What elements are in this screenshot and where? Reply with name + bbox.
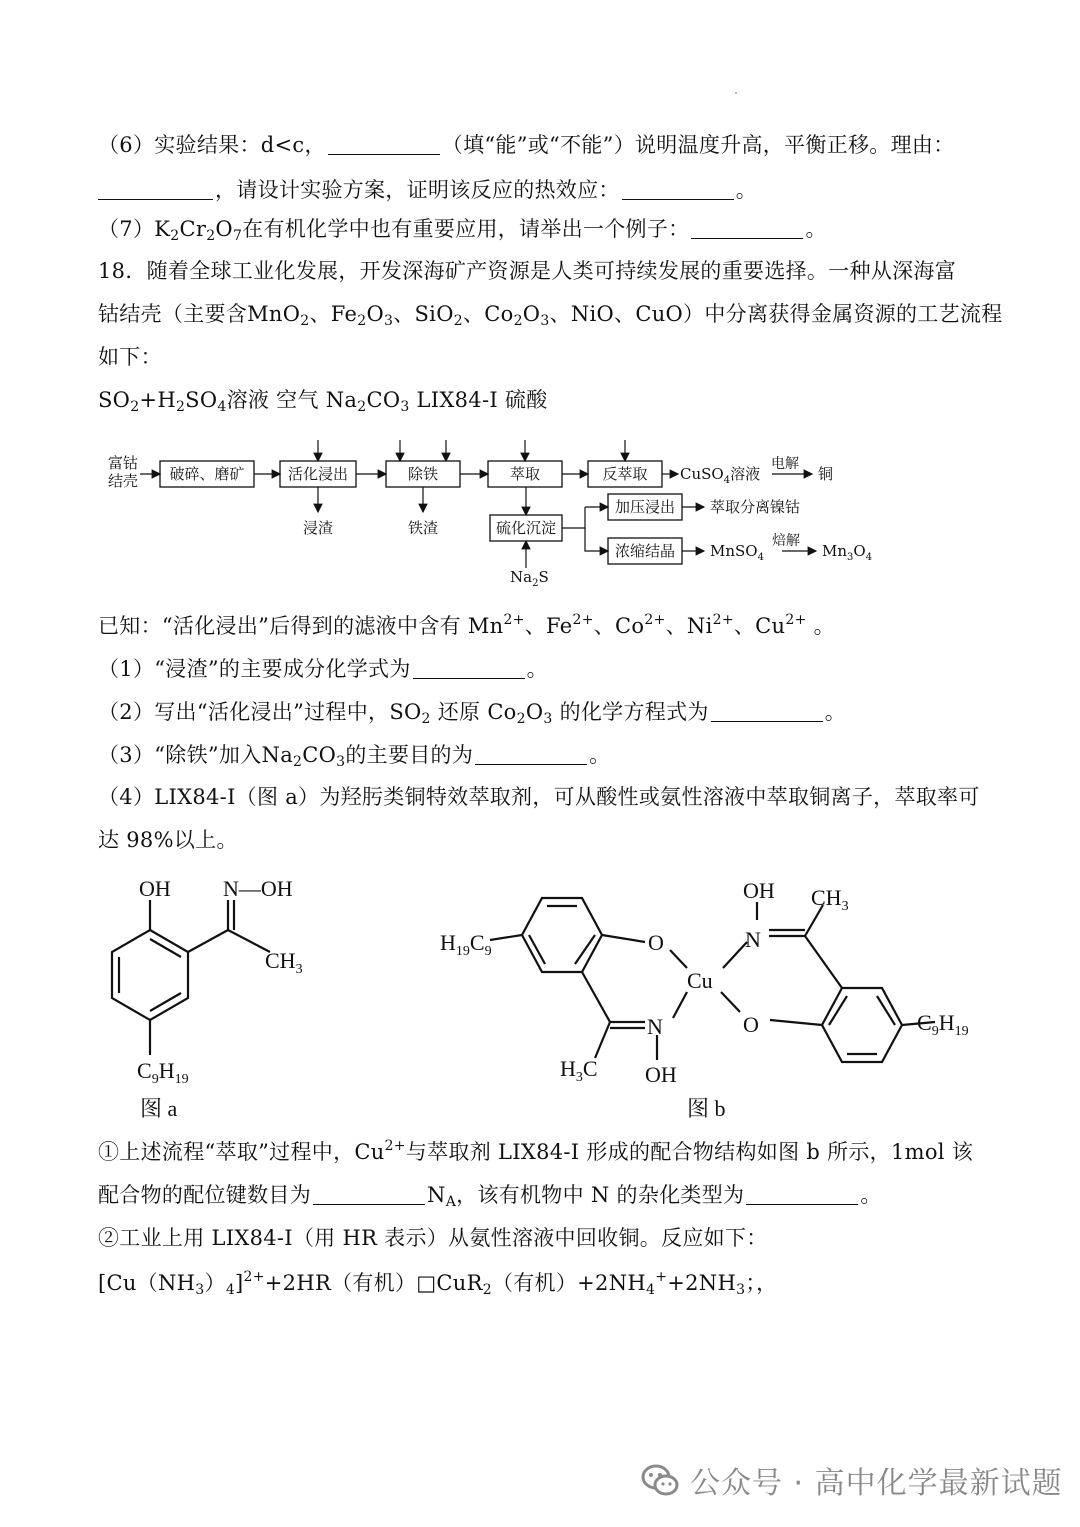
stray-dot [735,92,737,94]
answer-blank[interactable] [98,179,213,200]
sub-question-2: （2）写出“活化浸出”过程中，$SO_2$ 还原 $Co_2O_3$ 的化学方程式为 。 [98,700,846,727]
raw-material-bottom: 结壳 [108,472,139,490]
answer-blank[interactable] [622,179,734,200]
sub-question-3: （3）“除铁”加入$Na_2CO_3$的主要目的为 。 [98,743,611,770]
label-residue: 浸渣 [302,519,334,537]
label-cuso4: CuSO$_4$溶液 [680,465,761,486]
fig-b-right-ring [822,988,902,1062]
q18-line-3: 如下： [98,345,162,369]
fig-a-ch3: $CH_3$ [265,948,303,977]
label-mn3o4: $Mn_3O_4$ [822,542,873,563]
fig-b-cu: Cu [687,968,713,993]
sub-question-4-line-2: 达 98%以上。 [98,828,238,852]
label-roast: 焙解 [772,533,800,549]
fig-b-c9h19: $C_9H_{19}$ [917,1010,969,1039]
sub-question-4-line-1: （4）LIX84-I（图 a）为羟肟类铜特效萃取剂，可从酸性或氨性溶液中萃取铜离子，萃取率可 [98,785,980,809]
fig-b-n-right: N [745,927,761,952]
answer-blank[interactable] [413,658,525,679]
process-flowchart [100,440,880,590]
label-sulfide: 硫化沉淀 [495,519,557,537]
label-copper: 铜 [818,465,834,483]
answer-blank[interactable] [475,744,587,765]
label-ni-co: 萃取分离镍钴 [710,498,801,516]
known-line: 已知：“活化浸出”后得到的滤液中含有 $Mn^{2+}$、$Fe^{2+}$、$Co^{2+}$、$Ni^{2+}$、$Cu^{2+}$ 。 [98,612,835,638]
label-na2s: $Na_2S$ [510,568,549,589]
answer-blank[interactable] [313,1184,425,1205]
fig-b-o-right: O [743,1012,759,1037]
label-electrolysis: 电解 [771,456,799,472]
fig-a-noh: N—OH [223,876,293,901]
part-1-line-2: 配合物的配位键数目为 $N_A$，该有机物中 N 的杂化类型为 。 [98,1183,882,1210]
sub-question-1: （1）“浸渣”的主要成分化学式为 。 [98,657,548,681]
wechat-icon [640,1460,680,1500]
q6-line-2: ，请设计实验方案，证明该反应的热效应： 。 [98,175,757,205]
part-2-equation: $[Cu(NH_3)_4]^{2+}+2HR$（有机）□CuR$_2$（有机）$+2NH_4^++2NH_3$；， [98,1269,778,1298]
label-leach: 活化浸出 [287,465,349,483]
watermark [640,1460,1063,1500]
watermark-text: 公众号 · 高中化学最新试题 [690,1466,1063,1501]
answer-blank[interactable] [328,134,440,155]
fig-b-left-ring [522,898,602,972]
label-crystallize: 浓缩结晶 [614,542,676,560]
fig-a-oh: OH [139,876,171,901]
part-2-line-1: ②工业上用 LIX84-I（用 HR 表示）从氨性溶液中回收铜。反应如下： [98,1226,768,1250]
q18-line-2: 钴结壳（主要含MnO$_2$、$Fe_2O_3$、SiO$_2$、$Co_2O_3$、NiO、CuO）中分离获得金属资源的工艺流程 [98,302,1003,329]
fig-b-h19c9: $H_{19}C_9$ [440,930,492,959]
fig-a-caption: 图 a [140,1096,178,1121]
fig-b-caption: 图 b [687,1096,726,1121]
label-iron-removal: 除铁 [407,465,439,483]
answer-blank[interactable] [711,701,823,722]
fig-b-n-left: N [647,1014,663,1039]
fig-b-oh-bottom: OH [645,1062,677,1087]
label-extract: 萃取 [509,465,541,483]
label-mnso4: MnSO$_4$ [710,542,764,563]
label-iron-residue: 铁渣 [407,519,439,537]
label-crush: 破碎、磨矿 [169,465,245,483]
raw-material-top: 富钴 [108,454,139,472]
q7-line: $(7)K_2Cr_2O_7$在有机化学中也有重要应用，请举出一个例子： 。 [98,217,827,244]
label-pressure-leach: 加压浸出 [614,498,676,516]
fig-b-ch3: $CH_3$ [811,885,849,914]
label-back-extract: 反萃取 [602,465,648,483]
fig-b-h3c: $H_3C$ [560,1056,598,1085]
answer-blank[interactable] [746,1184,858,1205]
fig-a-ring [112,930,188,1020]
part-1-line-1: ①上述流程“萃取”过程中，$Cu^{2+}$与萃取剂 LIX84-I 形成的配合物结构如图 b 所示，1mol 该 [98,1138,974,1164]
fig-a-c9h19: $C_9H_{19}$ [137,1058,189,1087]
q18-line-1: 18．随着全球工业化发展，开发深海矿产资源是人类可持续发展的重要选择。一种从深海富 [98,259,957,283]
fig-b-o-left: O [648,930,664,955]
reagent-line: $SO_2+H_2SO_4$溶液 空气 $Na_2CO_3$ LIX84-I 硫酸 [98,388,548,415]
q6-line-1: （6）实验结果：d<c， （填“能”或“不能”）说明温度升高，平衡正移。理由： [98,133,955,157]
structure-figures [95,860,995,1130]
fig-b-oh-top: OH [743,878,775,903]
answer-blank[interactable] [691,218,803,239]
